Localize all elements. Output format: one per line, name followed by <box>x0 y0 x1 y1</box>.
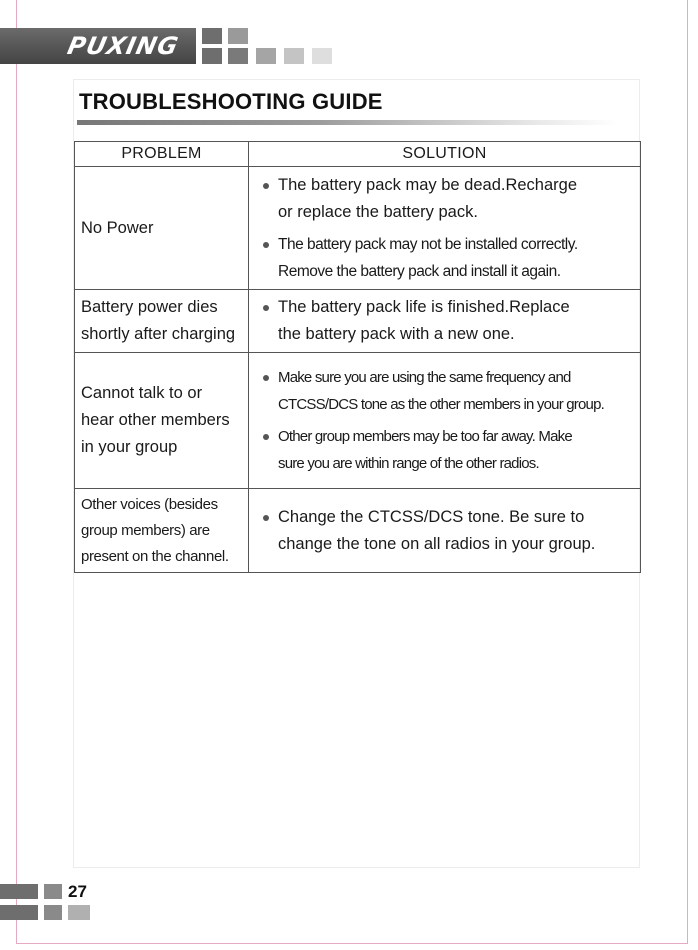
solution-line: the battery pack with a new one. <box>278 325 515 343</box>
problem-cell <box>75 167 249 290</box>
problem-line: hear other members <box>81 411 230 429</box>
table-header-row <box>75 142 641 167</box>
solution-item <box>261 504 632 558</box>
bullet-icon <box>263 375 269 381</box>
decor-square <box>284 48 304 64</box>
bullet-icon <box>263 515 269 521</box>
problem-line: group members) are <box>81 521 210 539</box>
decor-square <box>256 48 276 64</box>
brand-logo: PUXING <box>65 32 182 60</box>
brand-bar <box>0 28 196 64</box>
problem-line: shortly after charging <box>81 325 236 343</box>
title-underline <box>77 120 617 125</box>
problem-line: No Power <box>81 218 154 237</box>
solution-item <box>261 231 632 285</box>
solution-line: CTCSS/DCS tone as the other members in your group. <box>278 396 604 413</box>
solution-line: The battery pack may be dead.Recharge <box>278 175 578 194</box>
decor-square <box>44 884 62 899</box>
solution-item <box>261 172 632 226</box>
solution-item <box>261 294 632 348</box>
page-title: TROUBLESHOOTING GUIDE <box>79 89 383 114</box>
solution-line: Make sure you are using the same frequency and <box>278 369 571 386</box>
header-solution: SOLUTION <box>249 142 641 167</box>
solution-cell <box>249 290 641 353</box>
decor-square <box>228 48 248 64</box>
problem-line: Cannot talk to or <box>81 384 203 402</box>
solution-cell <box>249 167 641 290</box>
decor-square <box>0 884 38 899</box>
decor-square <box>0 905 38 920</box>
solution-cell <box>249 489 641 573</box>
problem-line: in your group <box>81 438 178 456</box>
problem-line: Battery power dies <box>81 298 218 316</box>
decor-square <box>68 905 90 920</box>
solution-item <box>261 423 632 477</box>
solution-line: Remove the battery pack and install it again. <box>278 262 561 280</box>
bullet-icon <box>263 434 269 440</box>
solution-line: Change the CTCSS/DCS tone. Be sure to <box>278 507 585 526</box>
table-row <box>75 353 641 489</box>
bullet-icon <box>263 183 269 189</box>
brand-header <box>0 28 340 64</box>
troubleshooting-table <box>74 141 641 573</box>
table-row <box>75 290 641 353</box>
decor-square <box>312 48 332 64</box>
problem-line: present on the channel. <box>81 547 229 565</box>
solution-line: The battery pack may not be installed correctly. <box>278 235 578 253</box>
bullet-icon <box>263 242 269 248</box>
bullet-icon <box>263 305 269 311</box>
decor-square <box>202 48 222 64</box>
problem-cell <box>75 290 249 353</box>
solution-item <box>261 364 632 418</box>
decor-square <box>228 28 248 44</box>
solution-line: sure you are within range of the other radios. <box>278 455 539 472</box>
solution-line: The battery pack life is finished.Replace <box>278 298 570 316</box>
solution-line: or replace the battery pack. <box>278 202 478 221</box>
decor-square <box>44 905 62 920</box>
solution-cell <box>249 353 641 489</box>
solution-line: Other group members may be too far away. Make <box>278 428 572 445</box>
problem-line: Other voices (besides <box>81 495 218 513</box>
problem-cell <box>75 489 249 573</box>
table-row <box>75 489 641 573</box>
problem-cell <box>75 353 249 489</box>
page-number: 27 <box>68 882 87 901</box>
decor-square <box>202 28 222 44</box>
solution-line: change the tone on all radios in your group. <box>278 534 596 553</box>
table-row <box>75 167 641 290</box>
header-problem: PROBLEM <box>75 142 249 167</box>
